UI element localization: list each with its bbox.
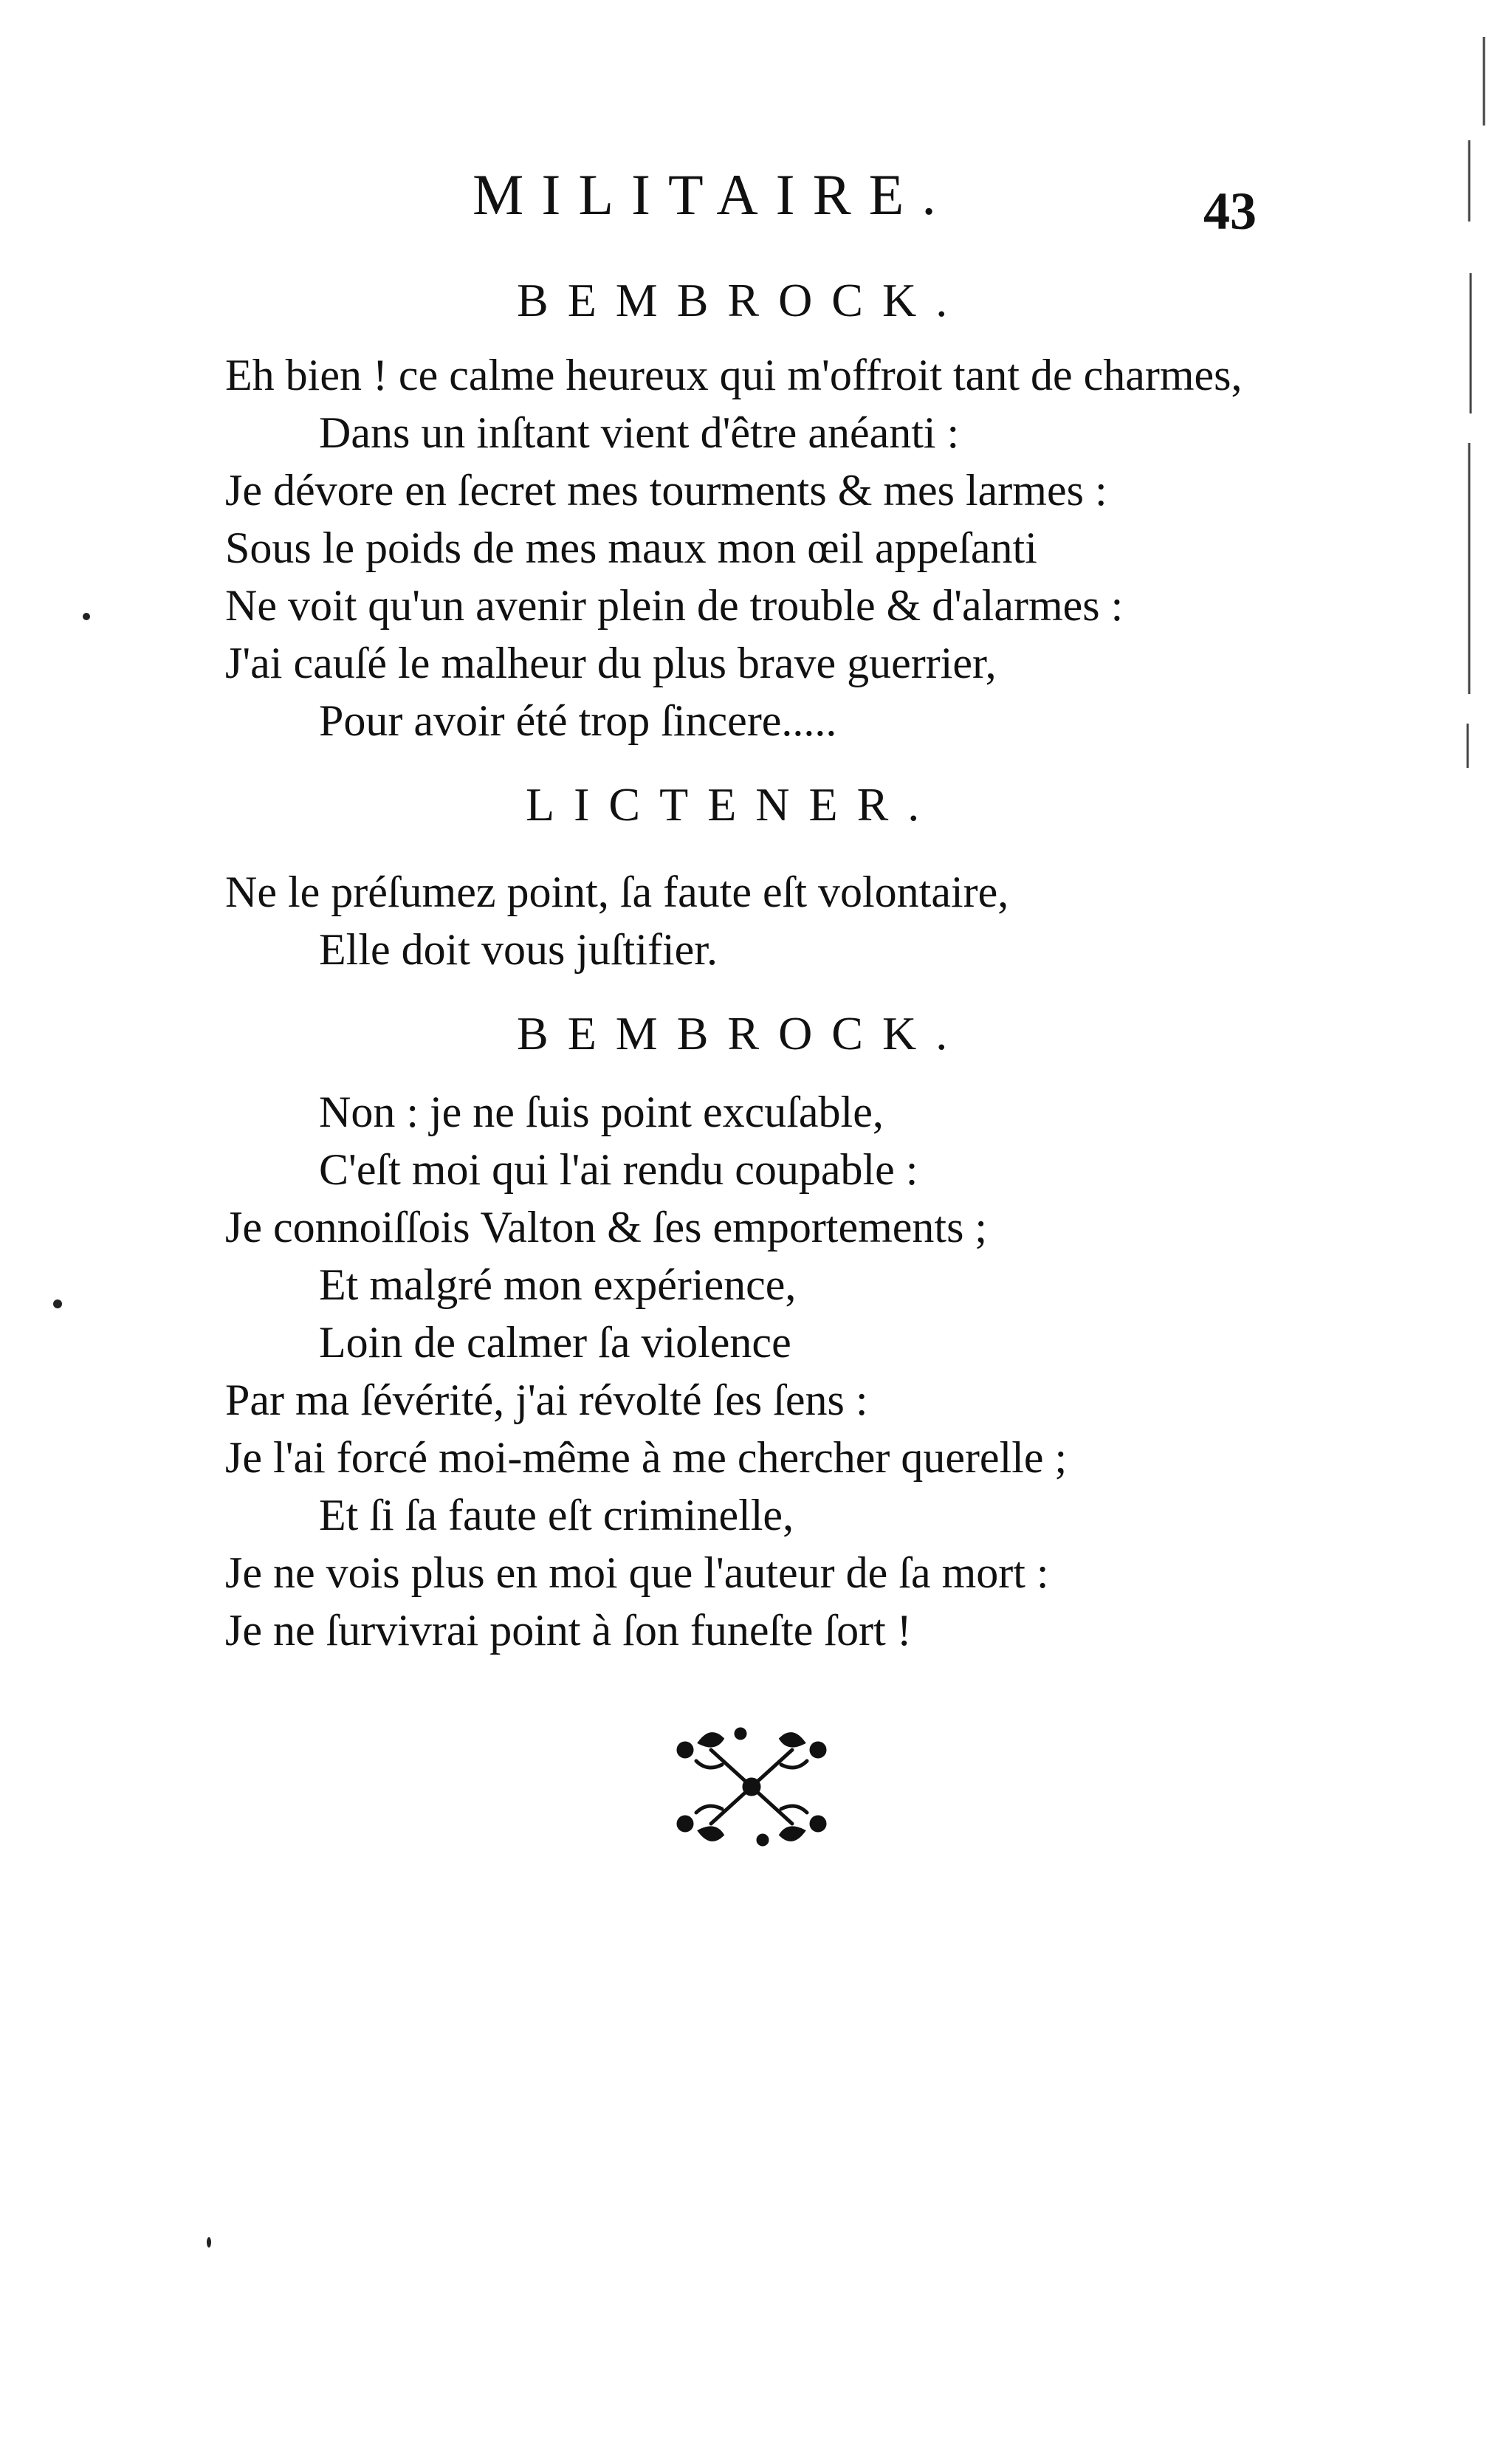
verse-line: Ne voit qu'un avenir plein de trouble & d'alarmes : bbox=[225, 581, 1124, 630]
running-head: MILITAIRE. bbox=[472, 162, 954, 227]
verse-line: Je dévore en ſecret mes tourments & mes larmes : bbox=[225, 466, 1107, 515]
speaker-name: LICTENER. bbox=[526, 778, 939, 831]
verse-line: Pour avoir été trop ſincere..... bbox=[319, 696, 837, 745]
ink-speck bbox=[53, 1299, 62, 1308]
page-number: 43 bbox=[1203, 182, 1257, 241]
verse-line: Eh bien ! ce calme heureux qui m'offroit tant de charmes, bbox=[225, 351, 1243, 399]
margin-rule-decoration bbox=[1447, 30, 1491, 989]
verse-line: Je l'ai forcé moi-même à me chercher querelle ; bbox=[225, 1433, 1068, 1482]
verse-line: C'eſt moi qui l'ai rendu coupable : bbox=[319, 1145, 918, 1194]
verse-line: J'ai cauſé le malheur du plus brave guerrier, bbox=[225, 639, 997, 687]
speaker-name: BEMBROCK. bbox=[517, 1007, 967, 1060]
verse-line: Je ne ſurvivrai point à ſon funeſte ſort ! bbox=[225, 1606, 912, 1655]
verse-line: Loin de calmer ſa violence bbox=[319, 1318, 791, 1367]
verse-line: Non : je ne ſuis point excuſable, bbox=[319, 1088, 884, 1136]
verse-line: Elle doit vous juſtifier. bbox=[319, 925, 718, 974]
ink-speck bbox=[207, 2237, 211, 2248]
verse-line: Par ma ſévérité, j'ai révolté ſes ſens : bbox=[225, 1376, 868, 1424]
verse-line: Ne le préſumez point, ſa faute eſt volontaire, bbox=[225, 868, 1009, 916]
verse-line: Et ſi ſa faute eſt criminelle, bbox=[319, 1491, 794, 1539]
verse-line: Dans un inſtant vient d'être anéanti : bbox=[319, 408, 960, 457]
verse-line: Je connoiſſois Valton & ſes emportements ; bbox=[225, 1203, 988, 1251]
fleuron-ornament-icon bbox=[670, 1720, 833, 1853]
ink-speck bbox=[83, 613, 90, 620]
speaker-name: BEMBROCK. bbox=[517, 274, 967, 326]
verse-line: Et malgré mon expérience, bbox=[319, 1260, 797, 1309]
verse-line: Je ne vois plus en moi que l'auteur de ſa mort : bbox=[225, 1548, 1049, 1597]
verse-line: Sous le poids de mes maux mon œil appeſanti bbox=[225, 523, 1037, 572]
